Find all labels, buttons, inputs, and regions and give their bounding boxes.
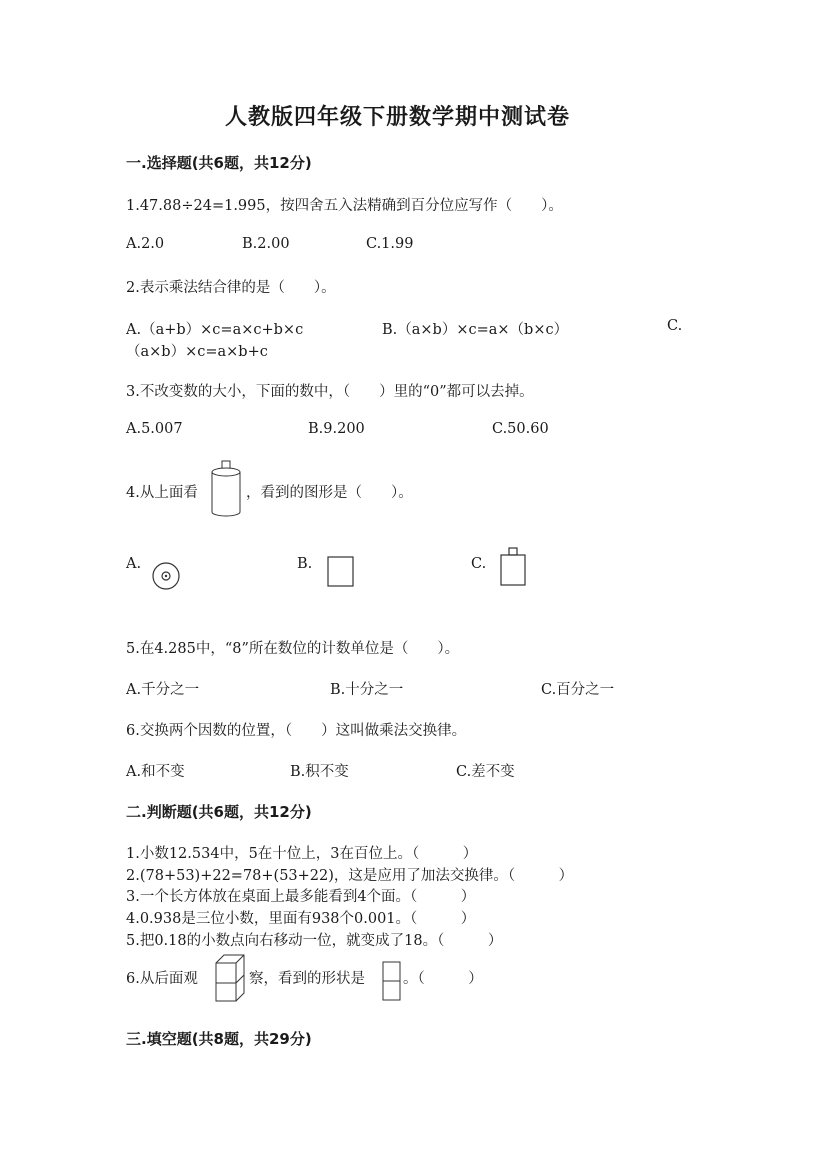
q6-option-c: C.差不变	[456, 764, 515, 780]
judge-item-6-middle: 察，看到的形状是	[249, 971, 365, 987]
question-5: 5.在4.285中，“8”所在数位的计数单位是（ ）。	[126, 641, 460, 657]
q1-option-b: B.2.00	[242, 236, 290, 252]
q5-option-b: B.十分之一	[330, 682, 404, 698]
q1-option-c: C.1.99	[366, 236, 414, 252]
concentric-circles-icon	[150, 560, 182, 592]
judge-item-3: 3.一个长方体放在桌面上最多能看到4个面。（ ）	[126, 889, 476, 905]
rectangle-icon	[326, 555, 356, 589]
cylinder-figure	[208, 460, 244, 520]
judge-item-5: 5.把0.18的小数点向右移动一位，就变成了18。（ ）	[126, 933, 503, 949]
question-6: 6.交换两个因数的位置，（ ）这叫做乘法交换律。	[126, 723, 467, 739]
question-3: 3.不改变数的大小，下面的数中，（ ）里的“0”都可以去掉。	[126, 384, 534, 400]
cube-stack-figure	[214, 953, 248, 1003]
question-4-suffix: ，看到的图形是（ ）。	[246, 485, 413, 501]
q2-option-c: C.	[667, 318, 683, 334]
rectangle-with-tab-icon	[499, 546, 529, 588]
section-heading-judge: 二.判断题(共6题，共12分)	[126, 803, 312, 821]
q4-option-a: A.	[126, 556, 142, 572]
q2-option-a: A.（a+b）×c=a×c+b×c	[126, 322, 304, 338]
q3-option-b: B.9.200	[308, 421, 365, 437]
judge-item-2: 2.(78+53)+22=78+(53+22)，这是应用了加法交换律。（ ）	[126, 868, 574, 884]
q6-option-a: A.和不变	[126, 764, 185, 780]
question-4-prefix: 4.从上面看	[126, 485, 198, 501]
q5-option-c: C.百分之一	[541, 682, 615, 698]
q3-option-a: A.5.007	[126, 421, 183, 437]
q3-option-c: C.50.60	[492, 421, 549, 437]
q5-option-a: A.千分之一	[126, 682, 200, 698]
page-title: 人教版四年级下册数学期中测试卷	[225, 104, 571, 130]
q2-option-b: B.（a×b）×c=a×（b×c）	[382, 322, 569, 338]
section-heading-choice: 一.选择题(共6题，共12分)	[126, 154, 312, 172]
q6-option-b: B.积不变	[290, 764, 349, 780]
judge-item-6-prefix: 6.从后面观	[126, 971, 198, 987]
q2-option-c-text: （a×b）×c=a×b+c	[126, 344, 268, 360]
judge-item-6-suffix: 。（ ）	[403, 971, 483, 987]
q4-option-b: B.	[297, 556, 313, 572]
judge-item-4: 4.0.938是三位小数，里面有938个0.001。（ ）	[126, 911, 476, 927]
question-1: 1.47.88÷24=1.995，按四舍五入法精确到百分位应写作（ ）。	[126, 198, 563, 214]
q1-option-a: A.2.0	[126, 236, 165, 252]
judge-item-1: 1.小数12.534中，5在十位上，3在百位上。（ ）	[126, 846, 478, 862]
question-2: 2.表示乘法结合律的是（ ）。	[126, 280, 336, 296]
q4-option-c: C.	[471, 556, 487, 572]
stacked-squares-icon	[382, 961, 402, 1003]
section-heading-fill: 三.填空题(共8题，共29分)	[126, 1030, 312, 1048]
